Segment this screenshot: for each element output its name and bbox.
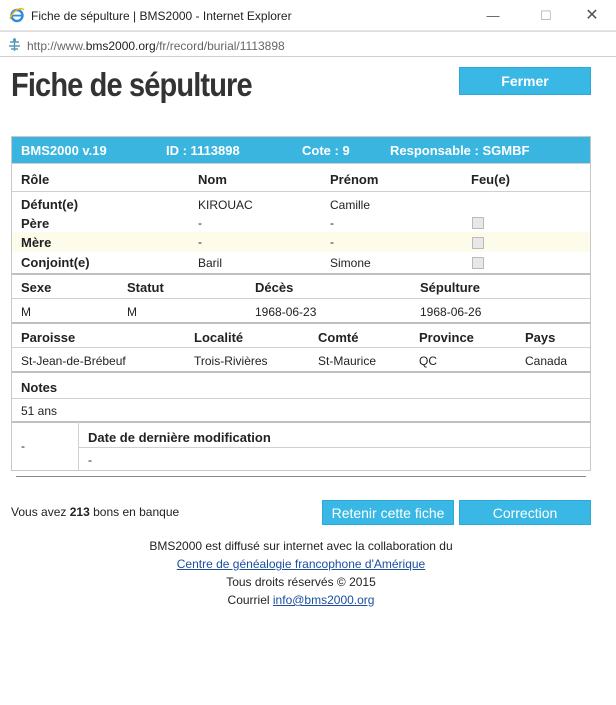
email-label: Courriel [227,593,270,607]
bank-count: 213 [69,505,90,519]
col-prenom: Prénom [330,172,379,187]
value-deces: 1968-06-23 [255,305,317,319]
value-paroisse: St-Jean-de-Brébeuf [21,354,126,368]
mere-prenom: - [330,235,334,249]
page-icon [7,37,22,52]
minimize-button[interactable]: — [486,8,500,23]
col-paroisse: Paroisse [21,330,76,345]
conjoint-feu-checkbox [472,257,484,269]
footer [0,537,602,609]
conjoint-prenom: Simone [330,256,371,270]
col-sepulture: Sépulture [420,280,480,295]
retain-record-button[interactable]: Retenir cette fiche [322,500,454,525]
value-sexe: M [21,305,31,319]
col-nom: Nom [198,172,227,187]
bank-balance: Vous avez 213 bons en banque [11,505,180,519]
record-card [11,136,591,471]
notes-label: Notes [21,380,58,395]
maximize-button[interactable]: ☐ [540,8,552,23]
divider [16,476,586,477]
col-sexe: Sexe [21,280,52,295]
record-version: BMS2000 v.19 [21,143,107,158]
pere-feu-checkbox [472,217,484,229]
defunt-prenom: Camille [330,198,371,212]
role-conjoint: Conjoint(e) [21,255,90,270]
role-mere: Mère [21,235,52,250]
value-comte: St-Maurice [318,354,377,368]
page-title: Fiche de sépulture [11,66,252,103]
correction-button[interactable]: Correction [459,500,591,525]
value-sepulture: 1968-06-26 [420,305,482,319]
mere-feu-checkbox [472,237,484,249]
internet-explorer-icon [9,7,25,23]
col-deces: Décès [255,280,294,295]
pere-nom: - [198,216,202,230]
col-role: Rôle [21,172,50,187]
pere-prenom: - [330,216,334,230]
value-localite: Trois-Rivières [194,354,268,368]
record-cote: Cote : 9 [302,143,350,158]
value-pays: Canada [525,354,568,368]
mere-nom: - [198,235,202,249]
notes-value: 51 ans [21,404,58,418]
col-statut: Statut [127,280,164,295]
url-text: http://www.bms2000.org/fr/record/burial/1113898 [27,39,285,53]
value-statut: M [127,305,137,319]
col-localite: Localité [194,330,244,345]
value-province: QC [419,354,437,368]
record-header [12,137,590,163]
address-bar[interactable] [0,31,616,57]
modification-left: - [21,439,25,453]
col-feu: Feu(e) [471,172,510,187]
footer-rights: Tous droits réservés © 2015 [226,575,376,589]
col-province: Province [419,330,474,345]
record-responsable: Responsable : SGMBF [390,143,530,158]
close-button[interactable]: Fermer [459,67,591,95]
modification-value: - [88,453,92,467]
conjoint-nom: Baril [198,256,223,270]
col-pays: Pays [525,330,556,345]
email-link[interactable]: info@bms2000.org [272,593,375,607]
col-comte: Comté [318,330,359,345]
role-defunt: Défunt(e) [21,197,79,212]
footer-collab: BMS2000 est diffusé sur internet avec la collaboration du [149,539,453,553]
window-title: Fiche de sépulture | BMS2000 - Internet Explorer [31,9,292,23]
partner-link[interactable]: Centre de généalogie francophone d'Amérique [176,557,426,571]
window-titlebar [0,0,616,31]
highlighted-row [12,232,590,252]
defunt-nom: KIROUAC [198,198,253,212]
record-id: ID : 1113898 [166,143,240,158]
close-window-button[interactable]: ✕ [585,7,599,24]
role-pere: Père [21,216,50,231]
modification-label: Date de dernière modification [88,430,271,445]
